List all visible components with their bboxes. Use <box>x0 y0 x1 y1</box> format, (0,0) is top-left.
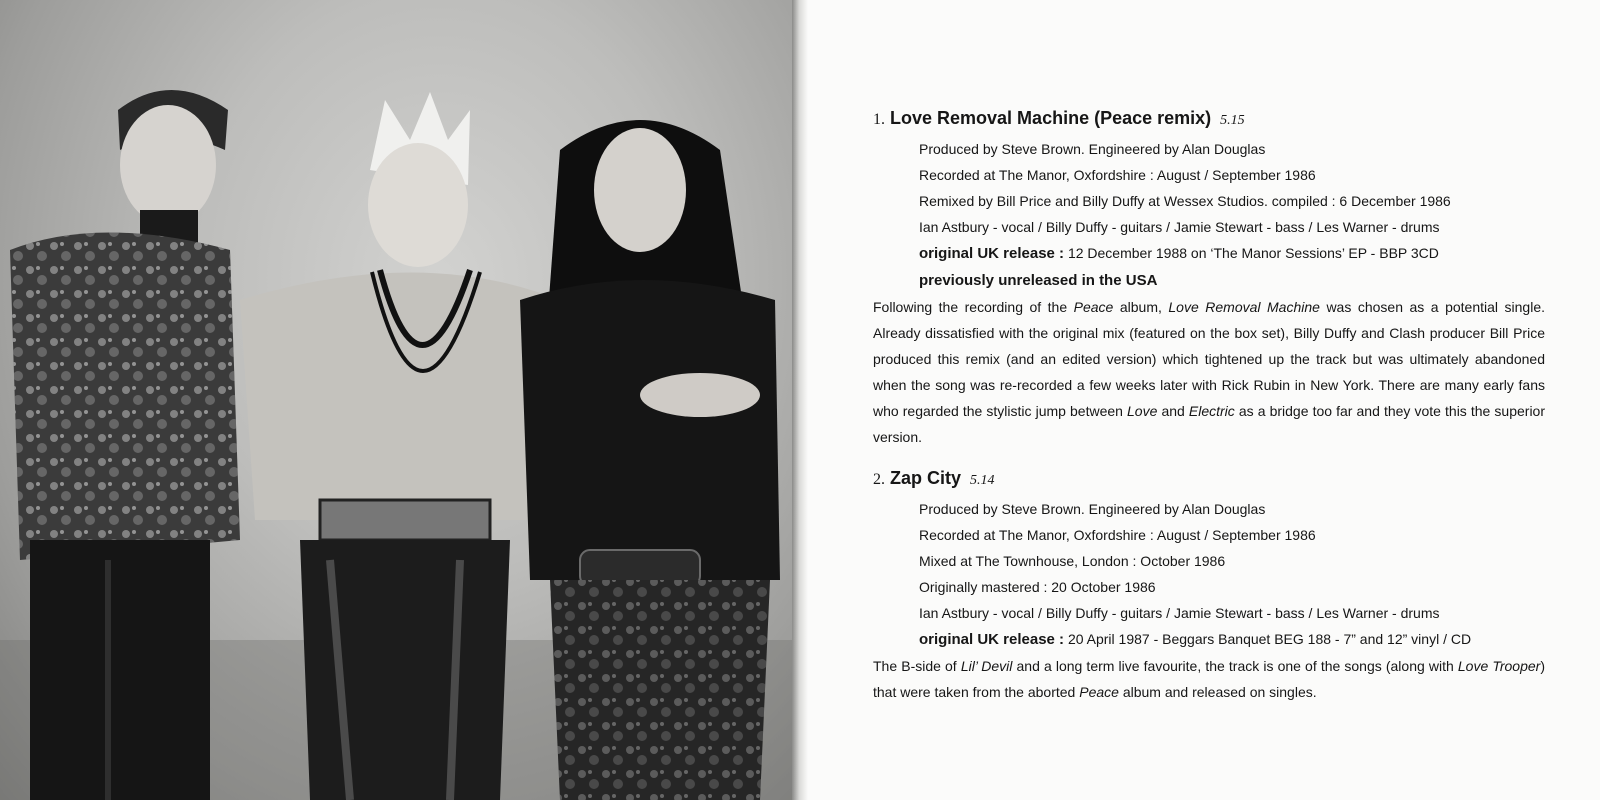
note-italic-text: Love <box>1127 403 1158 419</box>
credit-line: Produced by Steve Brown. Engineered by Alan Douglas <box>919 501 1266 517</box>
release-value: 12 December 1988 on ‘The Manor Sessions’ EP - BBP 3CD <box>1067 245 1439 261</box>
track-duration: 5.14 <box>970 473 995 488</box>
note-text: The B-side of <box>873 658 961 674</box>
note-text: Following the recording of the <box>873 299 1074 315</box>
note-text: and <box>1157 403 1189 419</box>
release-value: 20 April 1987 - Beggars Banquet BEG 188 - 7” and 12” vinyl / CD <box>1067 631 1472 647</box>
note-text: was chosen as a potential single. Already dissatisfied with the original mix (featured on the box set), Billy Duffy and Clash producer Bill Price produced this remix (and an edited version) which tightened up the track but was ultimately abandoned when the song was re-recorded a few weeks later with Rick Rubin in New York. There are many early fans who regarded the stylistic jump between <box>873 299 1545 419</box>
track-note <box>873 294 1545 450</box>
track-duration: 5.15 <box>1220 113 1245 128</box>
credit-line: Recorded at The Manor, Oxfordshire : August / September 1986 <box>919 527 1316 543</box>
credit-line: Recorded at The Manor, Oxfordshire : August / September 1986 <box>919 167 1316 183</box>
release-line <box>919 626 1545 653</box>
release-note <box>919 267 1545 294</box>
track-number: 2. <box>873 471 885 488</box>
note-text: as a bridge too far and they vote this the superior version. <box>873 403 1545 445</box>
credit-line: Originally mastered : 20 October 1986 <box>919 579 1156 595</box>
track-note <box>873 653 1545 705</box>
track-title: Zap City <box>890 468 962 488</box>
note-text: ) that were taken from the aborted <box>873 658 1545 700</box>
track-entry-1 <box>873 105 1545 450</box>
track-title: Love Removal Machine (Peace remix) <box>890 108 1212 128</box>
track-title-line <box>873 465 1545 494</box>
track-title-line <box>873 105 1545 134</box>
credit-line: Ian Astbury - vocal / Billy Duffy - guitars / Jamie Stewart - bass / Les Warner - drums <box>919 605 1440 621</box>
band-member-right <box>520 120 780 800</box>
release-line <box>919 240 1545 267</box>
note-italic-text: Peace <box>1079 684 1119 700</box>
track-number: 1. <box>873 111 885 128</box>
credit-line: Mixed at The Townhouse, London : October 1986 <box>919 553 1226 569</box>
release-label: original UK release : <box>919 631 1065 648</box>
credit-line: Ian Astbury - vocal / Billy Duffy - guitars / Jamie Stewart - bass / Les Warner - drums <box>919 219 1440 235</box>
track-entry-2 <box>873 465 1545 705</box>
credit-line: Remixed by Bill Price and Billy Duffy at Wessex Studios. compiled : 6 December 1986 <box>919 193 1451 209</box>
track-credits <box>873 136 1545 294</box>
band-member-left <box>10 90 240 800</box>
release-note-text: previously unreleased in the USA <box>919 272 1158 289</box>
credit-line: Produced by Steve Brown. Engineered by Alan Douglas <box>919 141 1266 157</box>
note-italic-text: Peace <box>1073 299 1114 315</box>
track-credits <box>873 496 1545 653</box>
note-italic-text: Love Trooper <box>1457 658 1541 674</box>
note-italic-text: Lil’ Devil <box>960 658 1013 674</box>
note-italic-text: Electric <box>1188 403 1235 419</box>
note-text: and a long term live favourite, the track is one of the songs (along with <box>1012 658 1458 674</box>
booklet-fold <box>792 0 808 800</box>
release-label: original UK release : <box>919 245 1065 262</box>
liner-notes-page <box>808 0 1600 800</box>
note-text: album, <box>1113 299 1169 315</box>
note-italic-text: Love Removal Machine <box>1168 299 1320 315</box>
note-text: album and released on singles. <box>1118 684 1317 700</box>
